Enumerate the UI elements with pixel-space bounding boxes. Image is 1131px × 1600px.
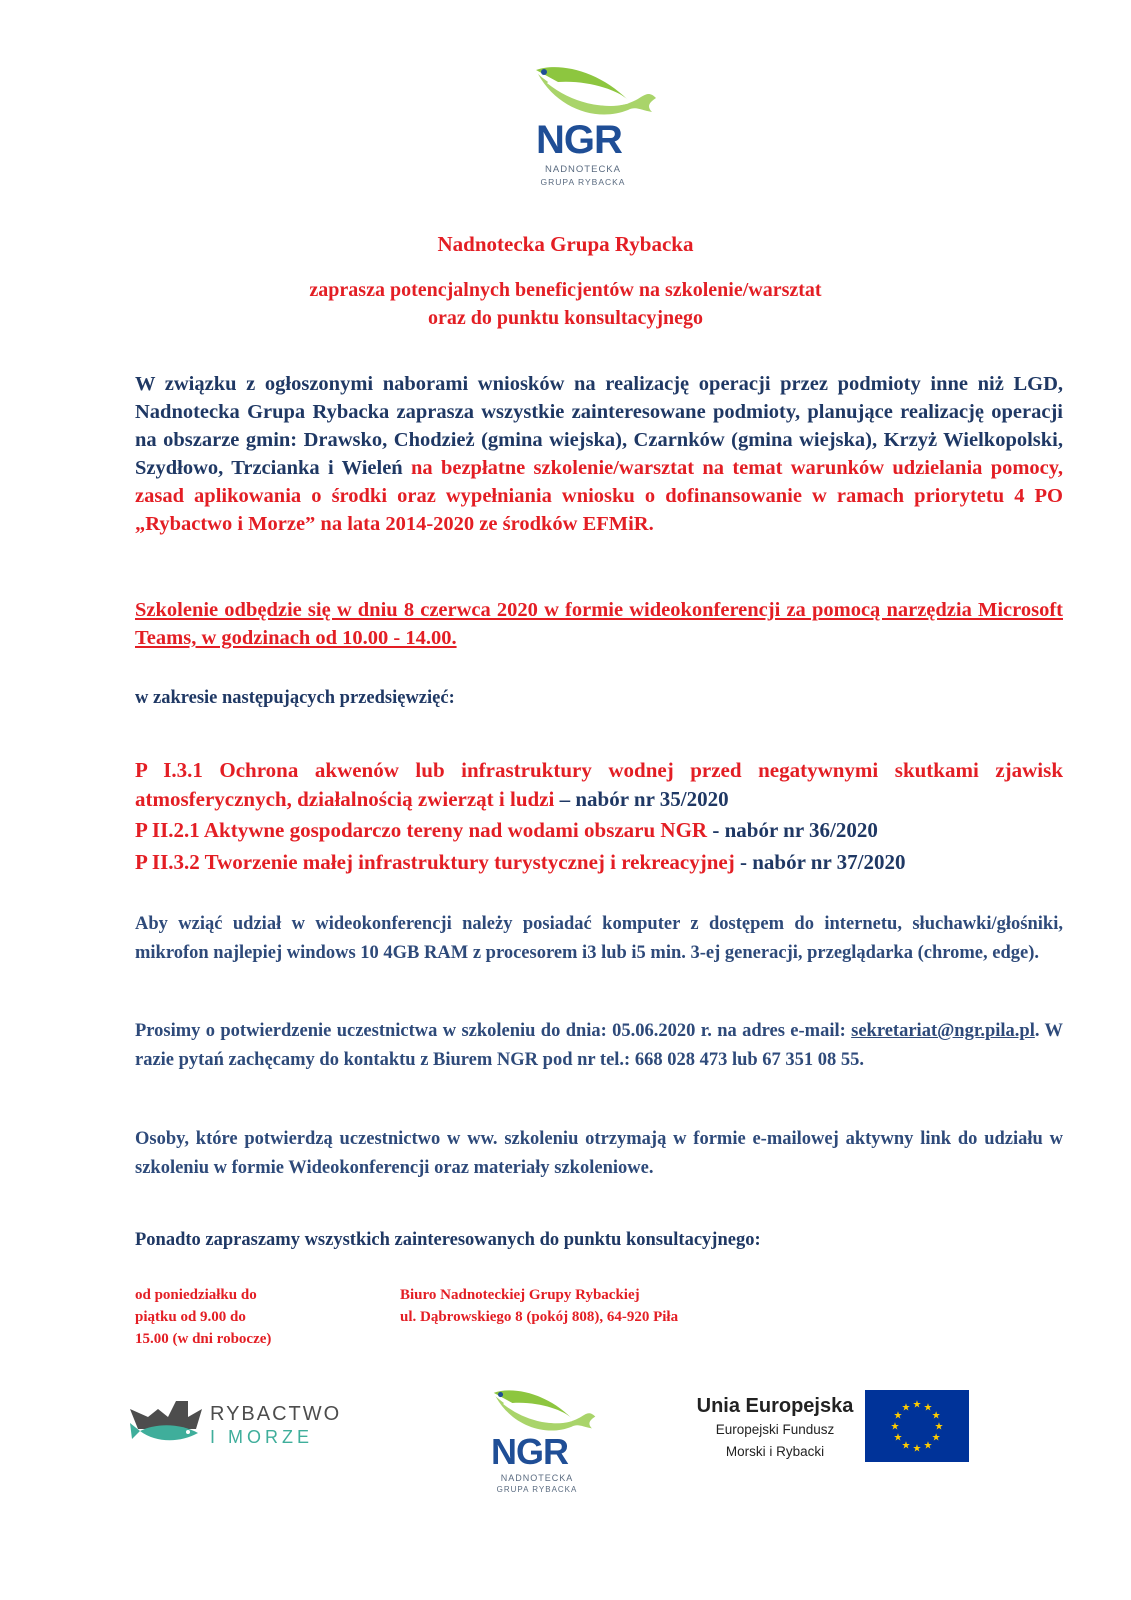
- rybactwo-line1: RYBACTWO: [210, 1403, 342, 1425]
- eu-fund-line1: Europejski Fundusz: [715, 1422, 835, 1437]
- boat-icon: [128, 1395, 208, 1455]
- eu-logo-text: [690, 1395, 860, 1462]
- eu-stars-icon: [865, 1390, 969, 1462]
- page-subtitle: [0, 276, 1131, 332]
- eu-star-icon: ★: [912, 1443, 922, 1455]
- office-street: ul. Dąbrowskiego 8 (pokój 808), 64-920 Piła: [400, 1309, 679, 1325]
- link-info-paragraph: Osoby, które potwierdzą uczestnictwo w ww. szkoleniu otrzymają w formie e-mailowej aktywny link do udziału w szkoleniu w formie Wideokonferencji oraz materiały szkoleniowe.: [135, 1129, 1063, 1178]
- schedule-paragraph: Szkolenie odbędzie się w dniu 8 czerwca 2020 w formie wideokonferencji za pomocą narzędzia Microsoft Teams, w godzinach od 10.00 - 14.00.: [135, 599, 1063, 649]
- confirm-text: Prosimy o potwierdzenie uczestnictwa w szkoleniu do dnia: 05.06.2020 r. na adres e-mail:: [135, 1021, 852, 1041]
- opening-hours: [135, 1284, 355, 1350]
- subtitle-line1: zaprasza potencjalnych beneficjentów na szkolenie/warsztat: [309, 279, 822, 301]
- requirements-paragraph: Aby wziąć udział w wideokonferencji należy posiadać komputer z dostępem do internetu, słuchawki/głośniki, mikrofon najlepiej windows 10 4GB RAM z procesorem i3 lub i5 min. 3-ej generacji, przeglądarka (chrome, edge).: [135, 914, 1063, 963]
- priority-nabor: - nabór nr 37/2020: [734, 850, 906, 874]
- priority-nabor: - nabór nr 36/2020: [707, 818, 878, 842]
- logo-line2: GRUPA RYBACKA: [496, 1485, 578, 1494]
- priority-item: [135, 848, 1063, 877]
- logo-line2: GRUPA RYBACKA: [540, 177, 626, 187]
- priority-nabor: – nabór nr 35/2020: [554, 787, 729, 811]
- eu-star-icon: ★: [893, 1432, 903, 1444]
- intro-highlight: na bezpłatne szkolenie/warsztat na temat warunków udzielania pomocy, zasad aplikowania o środki oraz wypełniania wniosku o dofinansowanie w ramach priorytetu 4 PO „Rybactwo i Morze” na lata 2014-2020 ze środków EFMiR.: [135, 457, 1064, 535]
- hours-line: od poniedziałku do: [135, 1287, 257, 1303]
- eu-fund-line2: Morski i Rybacki: [725, 1444, 825, 1459]
- eu-star-icon: ★: [901, 1440, 911, 1452]
- email-link[interactable]: sekretariat@ngr.pila.pl: [851, 1021, 1035, 1041]
- eu-star-icon: ★: [923, 1440, 933, 1452]
- rybactwo-i-morze-logo: [128, 1395, 348, 1455]
- priority-text: P I.3.1 Ochrona akwenów lub infrastruktury wodnej przed negatywnymi skutkami zjawisk atmosferycznych, działalnością zwierząt i ludzi: [135, 758, 1063, 811]
- hours-line: piątku od 9.00 do: [135, 1309, 246, 1325]
- eu-star-icon: ★: [931, 1410, 941, 1422]
- office-name: Biuro Nadnoteckiej Grupy Rybackiej: [400, 1287, 640, 1303]
- intro-paragraph: [135, 370, 1063, 538]
- priority-text: P II.2.1 Aktywne gospodarczo tereny nad wodami obszaru NGR: [135, 818, 708, 842]
- rybactwo-line2: I MORZE: [210, 1427, 313, 1447]
- priority-text: P II.3.2 Tworzenie małej infrastruktury turystycznej i rekreacyjnej: [135, 850, 735, 874]
- ngr-logo-bottom: [487, 1383, 617, 1503]
- eu-star-icon: ★: [890, 1421, 900, 1433]
- logo-line1: NADNOTECKA: [500, 1473, 574, 1483]
- eu-star-icon: ★: [923, 1402, 933, 1414]
- subtitle-line2: oraz do punktu konsultacyjnego: [427, 307, 704, 329]
- priority-item: [135, 756, 1063, 814]
- consult-invite: Ponadto zapraszamy wszystkich zainteresowanych do punktu konsultacyjnego:: [135, 1230, 761, 1250]
- priority-item: [135, 816, 1063, 845]
- confirm-paragraph: [135, 1017, 1063, 1075]
- hours-line: 15.00 (w dni robocze): [135, 1331, 272, 1347]
- logo-line1: NADNOTECKA: [545, 164, 621, 175]
- eu-flag-icon: [865, 1390, 969, 1462]
- confirm-contact: . W razie pytań zachęcamy do kontaktu z Biurem NGR pod nr tel.: 668 028 473 lub 67 351 08 55.: [135, 1021, 1063, 1070]
- eu-star-icon: ★: [893, 1410, 903, 1422]
- eu-star-icon: ★: [912, 1399, 922, 1411]
- ngr-letters: NGR: [536, 118, 622, 162]
- office-address: [400, 1284, 900, 1328]
- eu-star-icon: ★: [901, 1402, 911, 1414]
- eu-star-icon: ★: [934, 1421, 944, 1433]
- scope-label: w zakresie następujących przedsięwzięć:: [135, 688, 455, 708]
- ngr-letters: NGR: [491, 1431, 568, 1472]
- page-title: Nadnotecka Grupa Rybacka: [437, 232, 694, 256]
- eu-star-icon: ★: [931, 1432, 941, 1444]
- intro-text: W związku z ogłoszonymi naborami wniosków na realizację operacji przez podmioty inne niż LGD, Nadnotecka Grupa Rybacka zaprasza wszystkie zainteresowane podmioty, planujące realizację operacji na obszarze gmin: Drawsko, Chodzież (gmina wiejska), Czarnków (gmina wiejska), Krzyż Wielkopolski, Szydłowo, Trzcianka i Wieleń: [135, 373, 1063, 479]
- eu-title: Unia Europejska: [696, 1395, 854, 1417]
- ngr-logo-top: [528, 60, 658, 195]
